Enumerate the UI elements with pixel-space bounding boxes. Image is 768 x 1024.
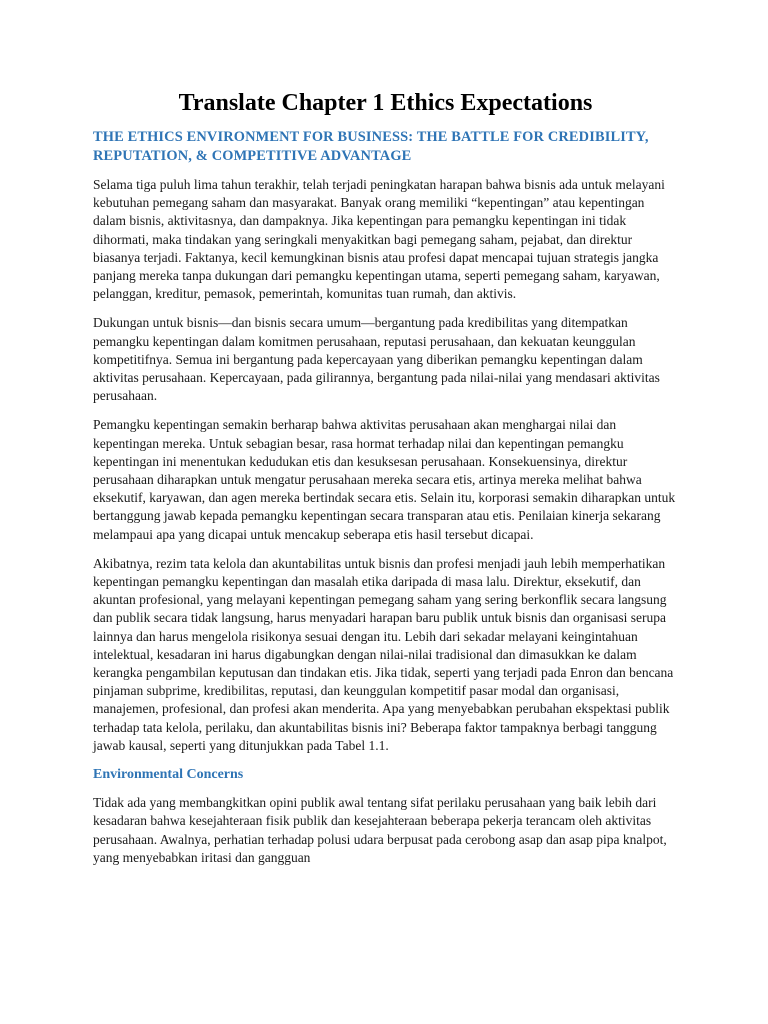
section-heading: THE ETHICS ENVIRONMENT FOR BUSINESS: THE BATTLE FOR CREDIBILITY, REPUTATION, & COMPETITIVE ADVANTAGE <box>93 129 649 164</box>
paragraph-2: Dukungan untuk bisnis—dan bisnis secara umum—bergantung pada kredibilitas yang ditempatkan pemangku kepentingan dalam komitmen perusahaan, reputasi perusahaan, dan kekuatan keunggulan kompetitifnya. Semua ini bergantung pada kepercayaan yang diberikan pemangku kepentingan dalam aktivitas perusahaan. Kepercayaan, pada gilirannya, bergantung pada nilai-nilai yang mendasari aktivitas perusahaan. <box>93 315 660 404</box>
document-title: Translate Chapter 1 Ethics Expectations <box>178 90 593 116</box>
paragraph-4: Akibatnya, rezim tata kelola dan akuntabilitas untuk bisnis dan profesi menjadi jauh lebih memperhatikan kepentingan pemangku kepentingan dan masalah etika daripada di masa lalu. Direktur, eksekutif, dan akuntan profesional, yang melayani kepentingan pemegang saham yang sering berkonflik secara langsung dan publik secara tidak langsung, harus menyadari harapan baru publik untuk bisnis dan organisasi serupa lainnya dan harus mengelola risikonya sesuai dengan itu. Lebih dari sekadar melayani keingintahuan intelektual, kesadaran ini harus digabungkan dengan nilai-nilai tradisional dan dimasukkan ke dalam kerangka pengambilan keputusan dan tindakan etis. Jika tidak, seperti yang terjadi pada Enron dan bencana pinjaman subprime, kredibilitas, reputasi, dan keunggulan kompetitif pasar modal dan organisasi, manajemen, profesional, dan profesi akan menderita. Apa yang menyebabkan perubahan ekspektasi publik terhadap tata kelola, perilaku, dan akuntabilitas bisnis ini? Beberapa faktor tampaknya berbagi tanggung jawab kausal, seperti yang ditunjukkan pada Tabel 1.1. <box>93 555 674 753</box>
paragraph-3: Pemangku kepentingan semakin berharap bahwa aktivitas perusahaan akan menghargai nilai dan kepentingan mereka. Untuk sebagian besar, rasa hormat terhadap nilai dan kepentingan pemangku kepentingan ini menentukan kedudukan etis dan kesuksesan perusahaan. Konsekuensinya, direktur perusahaan diharapkan untuk mengatur perusahaan mereka secara etis, artinya mereka melihat bahwa eksekutif, karyawan, dan agen mereka bertindak secara etis. Selain itu, korporasi semakin diharapkan untuk bertanggung jawab kepada pemangku kepentingan secara transparan atau etis. Penilaian kinerja sekarang melampaui apa yang dicapai untuk mencakup seberapa etis hasil tersebut dicapai. <box>93 417 676 542</box>
paragraph-1: Selama tiga puluh lima tahun terakhir, telah terjadi peningkatan harapan bahwa bisnis ada untuk melayani kebutuhan pemegang saham dan masyarakat. Banyak orang memiliki “kepentingan” atau kepentingan dalam bisnis, aktivitasnya, dan dampaknya. Jika kepentingan para pemangku kepentingan ini tidak dihormati, maka tindakan yang seringkali menyakitkan bagi pemegang saham, pejabat, dan direktur biasanya terjadi. Faktanya, kecil kemungkinan bisnis atau profesi dapat mencapai tujuan strategis jangka panjang mereka tanpa dukungan dari pemangku kepentingan utama, seperti pemegang saham, karyawan, pelanggan, kreditur, pemasok, pemerintah, komunitas tuan rumah, dan aktivis. <box>93 177 665 302</box>
paragraph-5: Tidak ada yang membangkitkan opini publik awal tentang sifat perilaku perusahaan yang baik lebih dari kesadaran bahwa kesejahteraan fisik publik dan kesejahteraan beberapa pekerja terancam oleh aktivitas perusahaan. Awalnya, perhatian terhadap polusi udara berpusat pada cerobong asap dan asap pipa knalpot, yang menyebabkan iritasi dan gangguan <box>93 795 667 865</box>
document-page <box>93 88 678 878</box>
environmental-concerns-heading: Environmental Concerns <box>93 767 244 783</box>
